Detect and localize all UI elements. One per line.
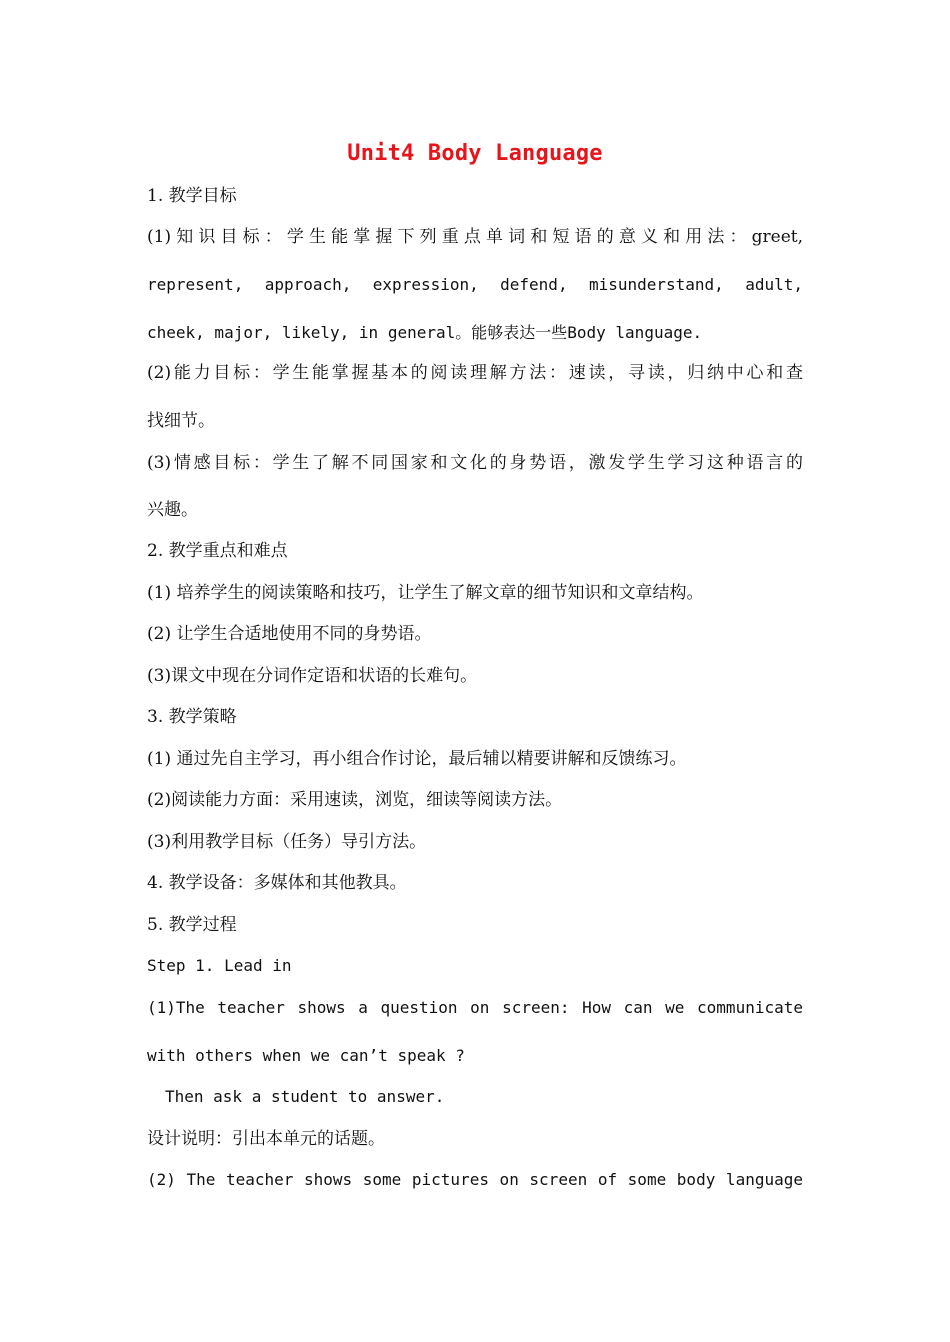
- paragraph-line: with others when we can’t speak ?: [147, 1046, 465, 1065]
- section-heading-objectives: 1. 教学目标: [147, 186, 237, 206]
- list-item: (3)课文中现在分词作定语和状语的长难句。: [147, 666, 478, 686]
- list-item: (2) 让学生合适地使用不同的身势语。: [147, 624, 432, 644]
- paragraph-line: (3)情感目标：学生了解不同国家和文化的身势语，激发学生学习这种语言的: [147, 453, 803, 473]
- paragraph-line: 找细节。: [147, 411, 215, 431]
- section-heading-equipment: 4. 教学设备：多媒体和其他教具。: [147, 873, 407, 893]
- paragraph-line: represent, approach, expression, defend, misunderstand, adult,: [147, 275, 803, 294]
- section-heading-process: 5. 教学过程: [147, 915, 237, 935]
- list-item: (1) 培养学生的阅读策略和技巧，让学生了解文章的细节知识和文章结构。: [147, 583, 704, 603]
- list-item: (1) 通过先自主学习，再小组合作讨论，最后辅以精要讲解和反馈练习。: [147, 749, 687, 769]
- list-item: (2)阅读能力方面：采用速读，浏览，细读等阅读方法。: [147, 790, 563, 810]
- section-heading-strategy: 3. 教学策略: [147, 707, 237, 727]
- section-heading-key-points: 2. 教学重点和难点: [147, 541, 288, 561]
- paragraph-line: cheek, major, likely, in general。能够表达一些Body language.: [147, 323, 703, 342]
- design-note: 设计说明：引出本单元的话题。: [147, 1129, 385, 1149]
- paragraph-line: (2)能力目标：学生能掌握基本的阅读理解方法：速读，寻读，归纳中心和查: [147, 363, 803, 383]
- paragraph-line: Then ask a student to answer.: [165, 1087, 445, 1106]
- paragraph-line: (2) The teacher shows some pictures on screen of some body language: [147, 1170, 803, 1189]
- paragraph-line: (1)知识目标：学生能掌握下列重点单词和短语的意义和用法：greet,: [147, 227, 803, 247]
- step-heading: Step 1. Lead in: [147, 956, 292, 975]
- paragraph-line: 兴趣。: [147, 500, 198, 520]
- paragraph-line: (1)The teacher shows a question on screen: How can we communicate: [147, 998, 803, 1017]
- document-title: Unit4 Body Language: [347, 141, 603, 166]
- list-item: (3)利用教学目标（任务）导引方法。: [147, 832, 427, 852]
